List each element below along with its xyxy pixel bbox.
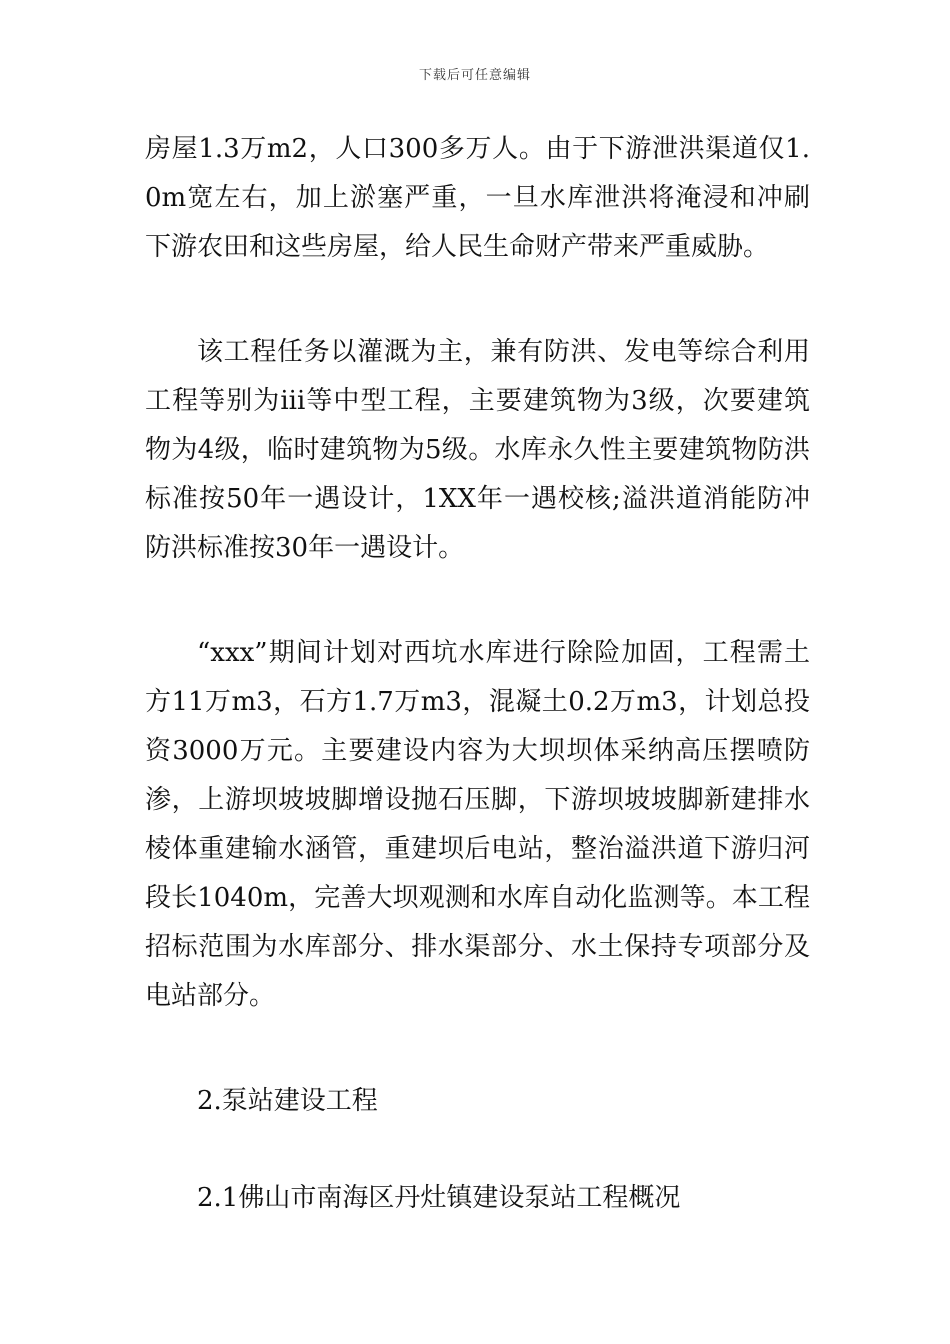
subsection-heading: 2.1佛山市南海区丹灶镇建设泵站工程概况 <box>197 1183 681 1213</box>
paragraph-3: “xxx”期间计划对西坑水库进行除险加固，工程需土方11万m3，石方1.7万m3，混凝土0.2万m3，计划总投资3000万元。主要建设内容为大坝坝体采纳高压摆喷防渗，上游坝坡坡脚增设抛石压脚，下游坝坡坡脚新建排水棱体重建输水涵管，重建坝后电站，整治溢洪道下游归河段长1040m，完善大坝观测和水库自动化监测等。本工程招标范围为水库部分、排水渠部分、水土保持专项部分及电站部分。 <box>145 638 810 1011</box>
page-header: 下载后可任意编辑 <box>418 68 531 83</box>
paragraph-1: 房屋1.3万m2，人口300多万人。由于下游泄洪渠道仅1.0m宽左右，加上淤塞严重，一旦水库泄洪将淹浸和冲刷下游农田和这些房屋，给人民生命财产带来严重威胁。 <box>145 134 810 262</box>
document-body <box>145 125 810 1223</box>
section-heading: 2.泵站建设工程 <box>197 1086 378 1116</box>
paragraph-2: 该工程任务以灌溉为主，兼有防洪、发电等综合利用工程等别为iii等中型工程，主要建筑物为3级，次要建筑物为4级，临时建筑物为5级。水库永久性主要建筑物防洪标准按50年一遇设计，1XX年一遇校核;溢洪道消能防冲防洪标准按30年一遇设计。 <box>145 337 810 563</box>
